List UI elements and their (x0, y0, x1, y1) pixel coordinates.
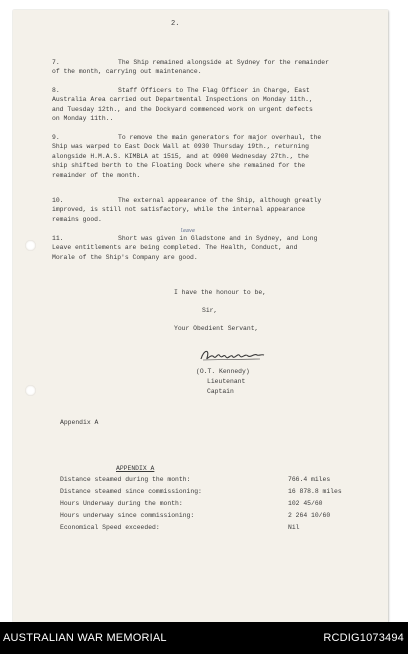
paragraph-11 (52, 228, 362, 262)
paragraph-line: ship shifted berth to the Floating Dock where she remained for the (52, 162, 306, 170)
appendix-row-label: Economical Speed exceeded: (60, 524, 160, 531)
paragraph-number: 10. (52, 197, 64, 204)
paragraph-number: 7. (52, 59, 60, 66)
paragraph-8 (52, 86, 362, 124)
handwritten-insertion: leave (180, 228, 196, 234)
record-id: RCDIG1073494 (323, 632, 404, 644)
closing-honour: I have the honour to be, (174, 289, 267, 296)
appendix-row (60, 512, 360, 522)
signatory-name: (O.T. Kennedy) (196, 368, 250, 375)
paragraph-line: Ship was warped to East Dock Wall at 0930 Thursday 19th., returning (52, 143, 309, 151)
punch-hole-top (25, 240, 36, 251)
paragraph-line: remains good. (52, 215, 102, 223)
paragraph-number: 9. (52, 134, 60, 141)
paragraph-line: To remove the main generators for major overhaul, the (118, 134, 322, 141)
appendix-row (60, 524, 360, 534)
paragraph-line: of the month, carrying out maintenance. (52, 68, 202, 76)
signatory-title: Captain (207, 388, 234, 395)
appendix-row-value: Nil (288, 524, 300, 531)
paragraph-line: remainder of the month. (52, 171, 141, 179)
paragraph-number: 11. (52, 235, 64, 242)
paragraph-line: The external appearance of the Ship, although greatly (118, 197, 322, 204)
appendix-row-label: Hours underway since commissioning: (60, 512, 195, 519)
paragraph-line: on Monday 11th.. (52, 115, 114, 123)
closing-sir: Sir, (202, 307, 218, 314)
page-number: 2. (171, 20, 180, 28)
appendix-reference: Appendix A (60, 419, 99, 426)
appendix-row-value: 2 264 10/60 (288, 512, 331, 519)
paragraph-line: alongside H.M.A.S. KIMBLA at 1515, and at 0900 Wednesday 27th., the (52, 152, 309, 160)
punch-hole-bottom (25, 385, 36, 396)
paragraph-line: and Tuesday 12th., and the Dockyard commenced work on urgent defects (52, 105, 313, 113)
paragraph-line: The Ship remained alongside at Sydney for the remainder (118, 59, 329, 66)
paragraph-line: Staff Officers to The Flag Officer in Charge, East (118, 87, 310, 94)
appendix-row-label: Distance steamed since commissioning: (60, 488, 202, 495)
paragraph-line: Leave entitlements are being completed. The Health, Conduct, and (52, 244, 298, 252)
appendix-title: APPENDIX A (116, 465, 155, 472)
paragraph-line: improved, is still not satisfactory, while the internal appearance (52, 206, 306, 214)
appendix-row (60, 488, 360, 498)
appendix-row-label: Distance steamed during the month: (60, 476, 191, 483)
signatory-rank: Lieutenant (207, 378, 246, 385)
handwritten-signature (198, 347, 268, 363)
paragraph-line: Morale of the Ship's Company are good. (52, 253, 198, 261)
paragraph-number: 8. (52, 87, 60, 94)
appendix-row (60, 476, 360, 486)
paragraph-9 (52, 133, 362, 180)
appendix-row-value: 766.4 miles (288, 476, 331, 483)
appendix-row-value: 102 45/60 (288, 500, 323, 507)
paragraph-line: Australia Area carried out Departmental Inspections on Monday 11th., (52, 96, 313, 104)
paragraph-7 (52, 58, 362, 77)
appendix-row-value: 16 878.8 miles (288, 488, 342, 495)
closing-servant: Your Obedient Servant, (174, 325, 259, 332)
archive-footer-bar (0, 622, 408, 654)
paragraph-10 (52, 196, 362, 224)
archive-name: AUSTRALIAN WAR MEMORIAL (3, 632, 167, 644)
paragraph-line: Short was given in Gladstone and in Sydney, and Long (118, 235, 318, 242)
appendix-row-label: Hours Underway during the month: (60, 500, 183, 507)
appendix-row (60, 500, 360, 510)
